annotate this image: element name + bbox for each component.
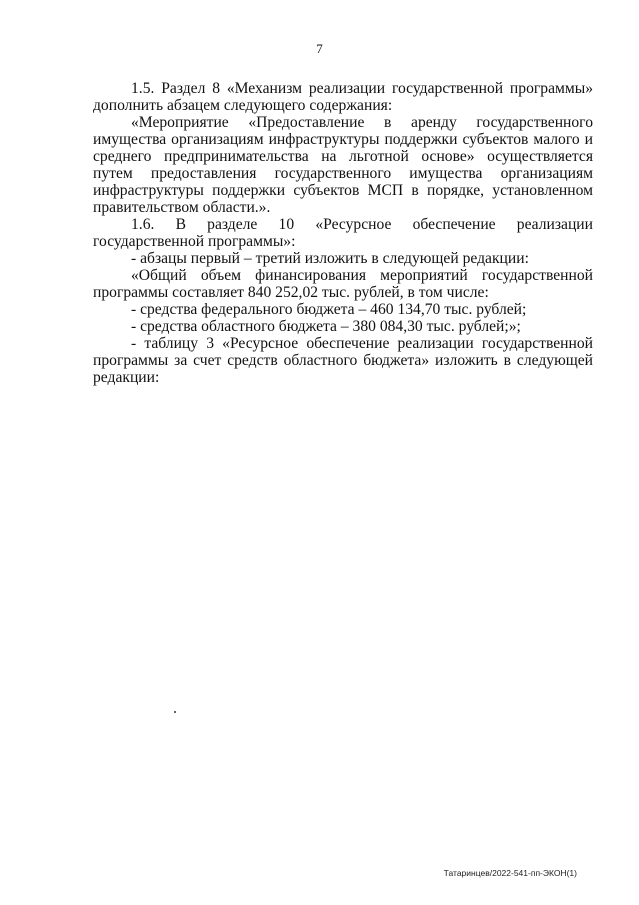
paragraph-regional-budget: - средства областного бюджета – 380 084,30 тыс. рублей;»; [131, 318, 521, 335]
footer-document-code: Татаринцев/2022-541-пп-ЭКОН(1) [443, 868, 577, 878]
paragraph-1-5: 1.5. Раздел 8 «Механизм реализации государственной программы» дополнить абзацем следующего содержания: [93, 80, 593, 114]
stray-dot-mark [174, 711, 176, 713]
paragraph-1-6: 1.6. В разделе 10 «Ресурсное обеспечение реализации государственной программы»: [93, 216, 593, 250]
page-number: 7 [316, 41, 323, 56]
paragraph-federal-budget: - средства федерального бюджета – 460 134,70 тыс. рублей; [131, 301, 527, 318]
paragraph-measure-text: «Мероприятие «Предоставление в аренду государственного имущества организациям инфраструктуры поддержки субъектов малого и среднего предпринимательства на льготной основе» осуществляется путем предоставления государственного имущества организациям инфраструктуры поддержки субъектов МСП в порядке, установленном правительством области.». [93, 114, 593, 216]
paragraph-total-funding: «Общий объем финансирования мероприятий государственной программы составляет 840 252,02 тыс. рублей, в том числе: [93, 267, 593, 301]
paragraph-table-3: - таблицу 3 «Ресурсное обеспечение реализации государственной программы за счет средств областного бюджета» изложить в следующей редакции: [93, 335, 593, 386]
paragraph-abzacy: - абзацы первый – третий изложить в следующей редакции: [131, 250, 529, 267]
document-body [93, 80, 593, 386]
